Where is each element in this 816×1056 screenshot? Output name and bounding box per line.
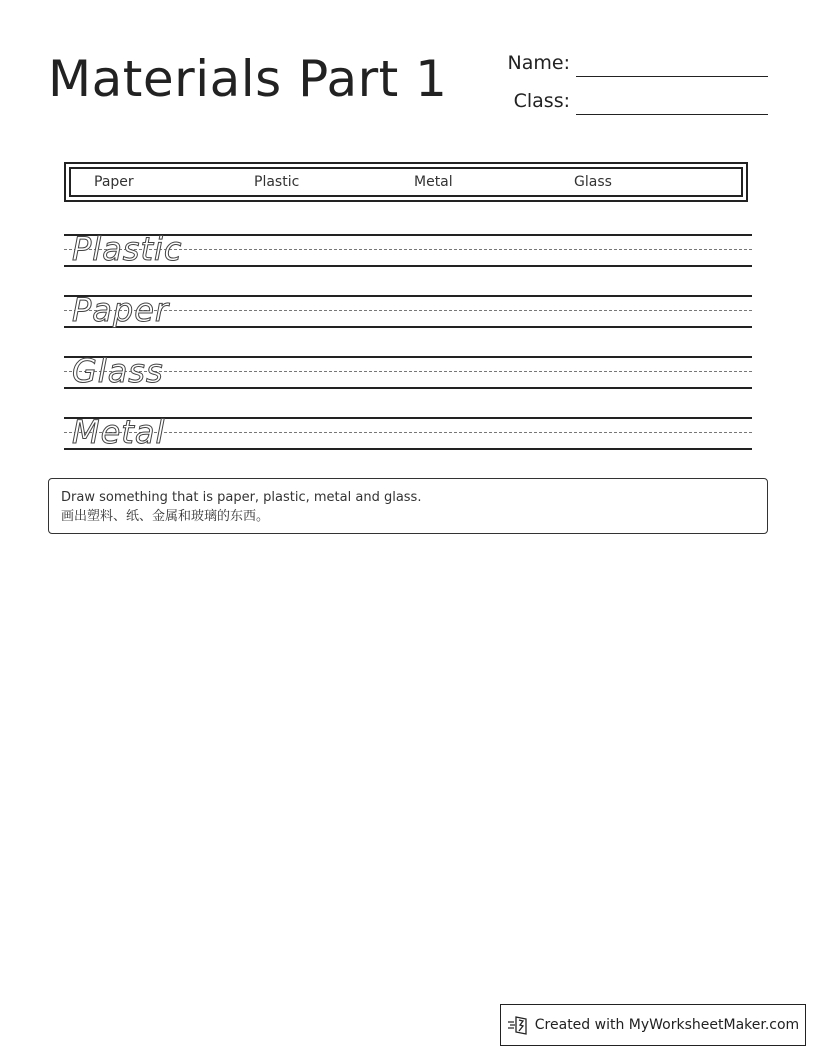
class-label: Class: xyxy=(513,90,570,112)
trace-mid-line xyxy=(64,371,752,372)
instructions-english: Draw something that is paper, plastic, metal and glass. xyxy=(61,490,422,505)
name-label: Name: xyxy=(507,52,570,74)
footer-credit[interactable] xyxy=(500,1004,806,1046)
name-line[interactable] xyxy=(576,76,768,77)
trace-word: Plastic xyxy=(72,230,183,268)
worksheet-maker-logo-icon xyxy=(507,1014,529,1036)
trace-row[interactable] xyxy=(64,413,752,451)
page-title: Materials Part 1 xyxy=(48,50,448,108)
word-bank-item: Plastic xyxy=(254,174,300,190)
trace-word: Metal xyxy=(72,413,166,451)
trace-mid-line xyxy=(64,432,752,433)
class-line[interactable] xyxy=(576,114,768,115)
trace-top-line xyxy=(64,356,752,358)
trace-row[interactable] xyxy=(64,230,752,268)
word-bank-item: Metal xyxy=(414,174,453,190)
instructions-chinese: 画出塑料、纸、金属和玻璃的东西。 xyxy=(61,509,270,524)
trace-top-line xyxy=(64,417,752,419)
word-bank xyxy=(64,162,748,202)
instructions-box xyxy=(48,478,768,534)
trace-word: Glass xyxy=(72,352,164,390)
trace-word: Paper xyxy=(72,291,170,329)
trace-row[interactable] xyxy=(64,291,752,329)
word-bank-item: Glass xyxy=(574,174,612,190)
trace-base-line xyxy=(64,448,752,450)
footer-text[interactable]: Created with MyWorksheetMaker.com xyxy=(534,1017,800,1033)
word-bank-inner-border xyxy=(69,167,743,197)
trace-base-line xyxy=(64,387,752,389)
word-bank-item: Paper xyxy=(94,174,134,190)
trace-row[interactable] xyxy=(64,352,752,390)
